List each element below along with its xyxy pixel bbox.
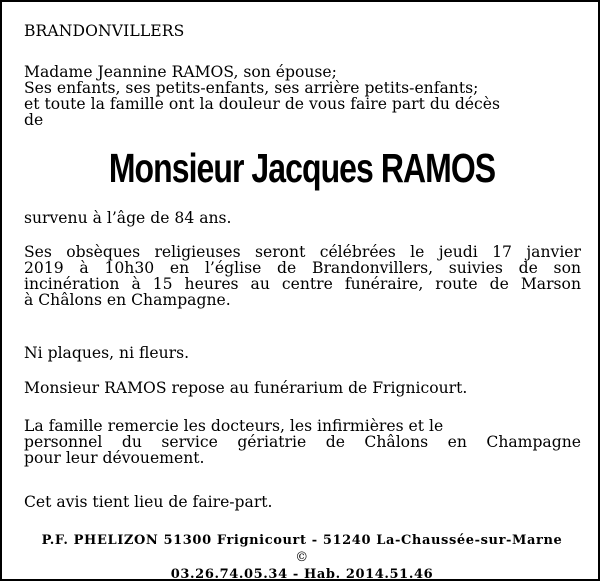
funeral-line: incinération à 15 heures au centre funéraire, route de Marson: [24, 275, 581, 293]
announcement-line: de: [24, 111, 44, 129]
funeral-line: à Châlons en Champagne.: [24, 291, 231, 309]
rest-line: Monsieur RAMOS repose au funérarium de Frignicourt.: [24, 379, 468, 397]
rest-paragraph: [24, 380, 581, 396]
announcement-line: Madame Jeannine RAMOS, son épouse;: [24, 63, 337, 81]
age-paragraph: [24, 210, 581, 226]
funeral-line: 2019 à 10h30 en l’église de Brandonvillers, suivies de son: [24, 259, 581, 277]
funeral-paragraph: [24, 244, 581, 308]
thanks-line: pour leur dévouement.: [24, 449, 205, 467]
announcement-line: Ses enfants, ses petits-enfants, ses arrière petits-enfants;: [24, 79, 479, 97]
flowers-paragraph: [24, 345, 581, 361]
town-heading: BRANDONVILLERS: [24, 22, 185, 40]
announcement-line: et toute la famille ont la douleur de vous faire part du décès: [24, 95, 500, 113]
phone-number: 03.26.74.05.34 - Hab. 2014.51.46: [170, 567, 434, 582]
closing-paragraph: [24, 494, 581, 510]
thanks-line: personnel du service gériatrie de Châlons en Champagne: [24, 433, 581, 451]
funeral-home-footer: [2, 532, 602, 583]
deceased-name: Monsieur Jacques RAMOS: [108, 145, 496, 191]
thanks-paragraph: [24, 418, 581, 466]
age-line: survenu à l’âge de 84 ans.: [24, 209, 232, 227]
announcement-paragraph: [24, 64, 581, 128]
closing-line: Cet avis tient lieu de faire-part.: [24, 493, 273, 511]
flowers-line: Ni plaques, ni fleurs.: [24, 344, 190, 362]
funeral-home-line: P.F. PHELIZON 51300 Frignicourt - 51240 La-Chaussée-sur-Marne: [41, 533, 563, 548]
funeral-line: Ses obsèques religieuses seront célébrées le jeudi 17 janvier: [24, 243, 581, 261]
contact-line: [2, 549, 602, 583]
thanks-line: La famille remercie les docteurs, les infirmières et le: [24, 417, 444, 435]
phone-icon: ©: [295, 550, 309, 565]
